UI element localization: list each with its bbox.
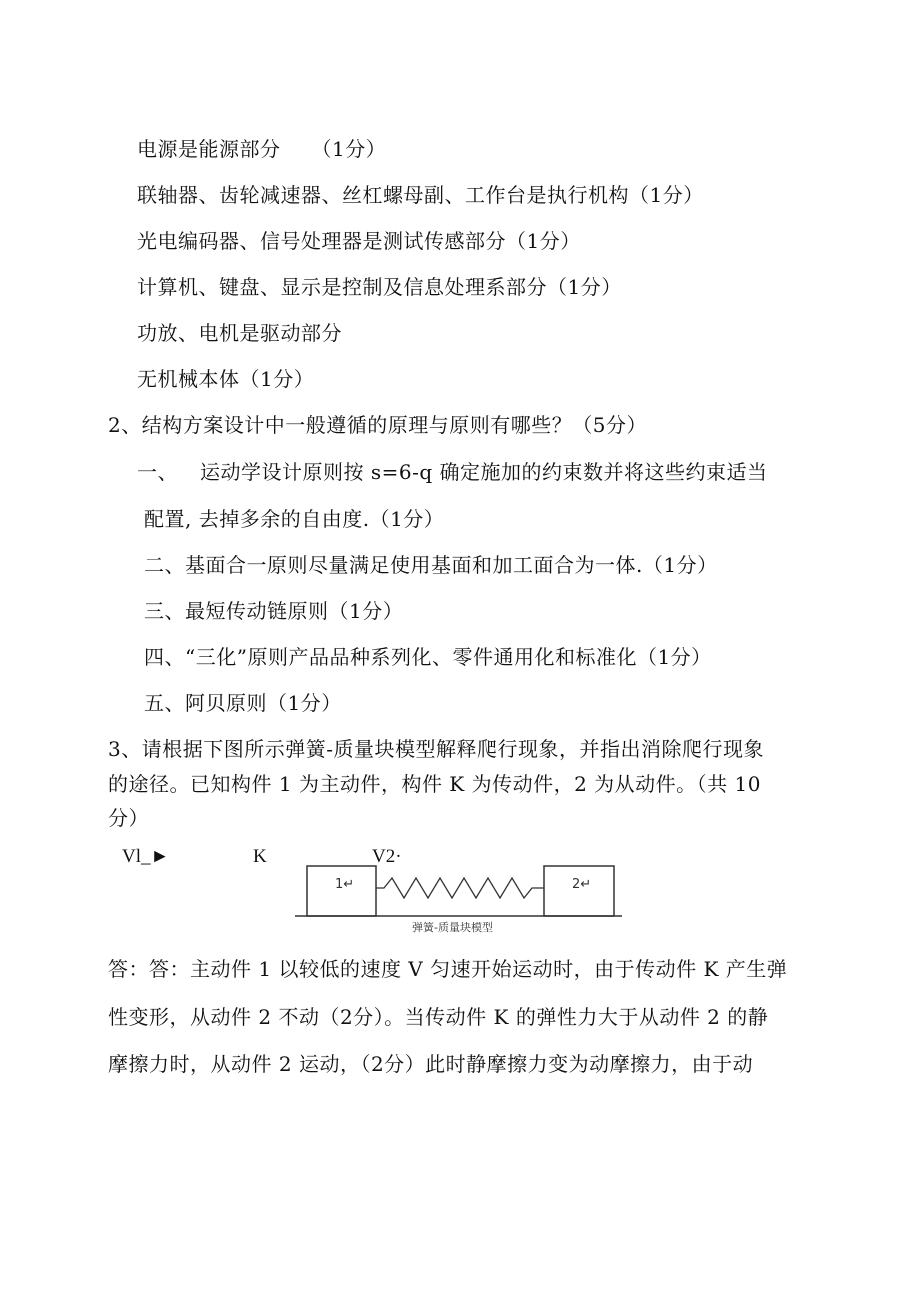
answer-line-3: 摩擦力时，从动件 2 运动，（2分）此时静摩擦力变为动摩擦力，由于动 [108, 1052, 754, 1076]
diagram-caption: 弹簧-质量块模型 [412, 921, 493, 934]
principle-3: 三、最短传动链原则（1分） [144, 599, 404, 623]
component-item-body: 无机械本体（1分） [137, 367, 315, 391]
velocity-v1-label: Vl_► [122, 846, 170, 867]
question-3-line-2: 的途径。已知构件 1 为主动件，构件 K 为传动件，2 为从动件。（共 10 [108, 772, 761, 796]
principle-5: 五、阿贝原则（1分） [144, 691, 342, 715]
principle-1-line-1: 运动学设计原则按 s=6-q 确定施加的约束数并将这些约束适当 [200, 460, 768, 484]
component-item-actuator: 联轴器、齿轮减速器、丝杠螺母副、工作台是执行机构（1分） [137, 183, 704, 207]
velocity-v2-label: V2· [372, 846, 402, 867]
answer-line-2: 性变形，从动件 2 不动（2分）。当传动件 K 的弹性力大于从动件 2 的静 [108, 1005, 769, 1029]
component-item-drive: 功放、电机是驱动部分 [137, 321, 342, 345]
component-item-sensor: 光电编码器、信号处理器是测试传感部分（1分） [137, 229, 581, 253]
principle-4: 四、“三化”原则产品品种系列化、零件通用化和标准化（1分） [144, 645, 712, 669]
spring-k-label: K [253, 846, 267, 867]
answer-line-1: 答：答：主动件 1 以较低的速度 V 匀速开始运动时，由于传动件 K 产生弹 [108, 957, 788, 981]
principle-1-line-2: 配置, 去掉多余的自由度.（1分） [144, 507, 445, 531]
component-item-control: 计算机、键盘、显示是控制及信息处理系部分（1分） [137, 275, 622, 299]
spring-zigzag [376, 878, 544, 898]
block-2-label: 2↵ [572, 877, 592, 892]
question-2-title: 2、结构方案设计中一般遵循的原理与原则有哪些？（5分） [108, 413, 647, 437]
block-1-label: 1↵ [335, 877, 355, 892]
question-3-line-1: 3、请根据下图所示弹簧-质量块模型解释爬行现象，并指出消除爬行现象 [108, 737, 764, 761]
principle-1-number: 一、 [137, 460, 178, 484]
component-item-power: 电源是能源部分 （1分） [137, 137, 387, 161]
question-3-line-3: 分） [108, 806, 149, 830]
principle-2: 二、基面合一原则尽量满足使用基面和加工面合为一体.（1分） [144, 553, 718, 577]
